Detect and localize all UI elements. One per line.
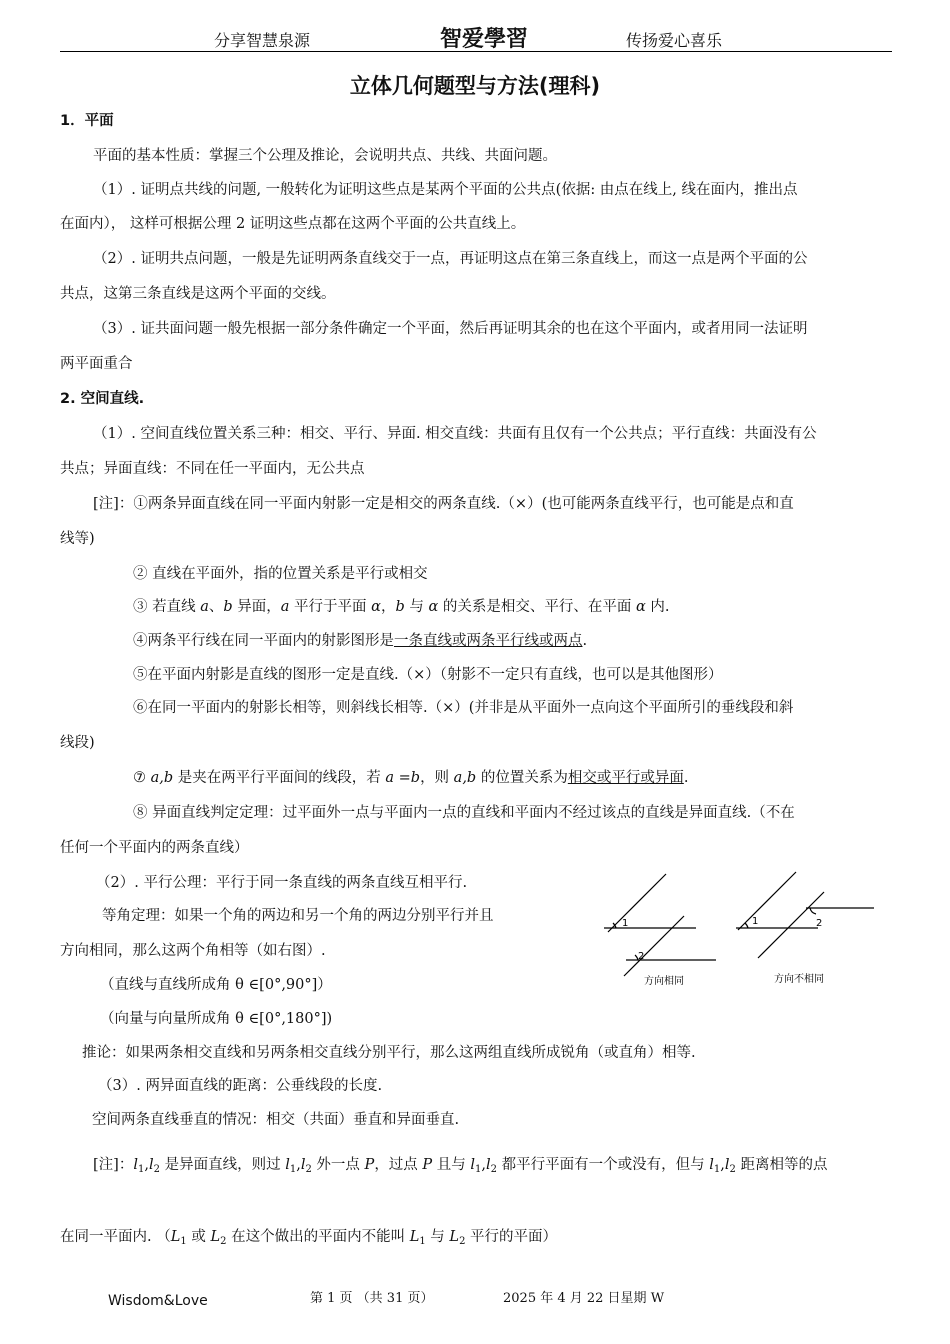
paragraph: 两平面重合 (60, 356, 133, 372)
paragraph: 平面的基本性质：掌握三个公理及推论，会说明共点、共线、共面问题。 (93, 148, 557, 164)
note-paragraph: 线等) (60, 531, 95, 547)
angle-arc (745, 923, 748, 928)
footer-brand: Wisdom&Love (108, 1293, 208, 1309)
header-right-slogan: 传扬爱心喜乐 (626, 31, 723, 50)
header-left-slogan: 分享智慧泉源 (214, 31, 311, 50)
note-paragraph: [注]：$l_1,l_2$ 是异面直线，则过 $l_1,l_2$ 外一点 P，过点 P 且与 $l_1,l_2$ 都平行平面有一个或没有，但与 $l_1,l_2$ 距离相等的点 (93, 1157, 828, 1175)
note-item: ⑦ a,b 是夹在两平行平面间的线段，若 a =b，则 a,b 的位置关系为相交或平行或异面. (133, 770, 689, 786)
angle-label-1: 1 (752, 916, 759, 927)
paragraph: 共点，这第三条直线是这两个平面的交线。 (60, 286, 336, 302)
figure-line (608, 874, 666, 932)
page-title: 立体几何题型与方法(理科) (349, 74, 601, 98)
paragraph: 共点；异面直线：不同在任一平面内，无公共点 (60, 461, 365, 477)
note-item: 线段) (60, 735, 95, 751)
note-item: ④两条平行线在同一平面内的射影图形是一条直线或两条平行线或两点. (133, 633, 588, 649)
paragraph: （2）. 平行公理：平行于同一条直线的两条直线互相平行. (96, 875, 468, 891)
footer-page-number: 第 1 页 （共 31 页） (310, 1291, 434, 1306)
paragraph: 方向相同，那么这两个角相等（如右图）. (60, 943, 326, 959)
angle-label-1: 1 (622, 918, 629, 929)
note-item: ⑥在同一平面内的射影长相等，则斜线长相等.（×）(并非是从平面外一点向这个平面所引的垂线段和斜 (133, 700, 794, 716)
figure-line (758, 892, 824, 958)
paragraph: （3）. 两异面直线的距离：公垂线段的长度. (98, 1078, 383, 1094)
paragraph: （2）. 证明共点问题，一般是先证明两条直线交于一点，再证明这点在第三条直线上，而这一点是两个平面的公 (93, 251, 808, 267)
note-paragraph: [注]：①两条异面直线在同一平面内射影一定是相交的两条直线.（×）(也可能两条直线平行，也可能是点和直 (93, 496, 794, 512)
angle-range-line: （直线与直线所成角 θ ∈[0°,90°]） (100, 977, 332, 993)
section-heading-plane: 1．平面 (60, 113, 114, 129)
angle-arc (810, 908, 816, 914)
figure-caption-same-direction: 方向相同 (644, 976, 684, 987)
angle-label-2: 2 (638, 951, 645, 962)
paragraph: 空间两条直线垂直的情况：相交（共面）垂直和异面垂直. (92, 1112, 460, 1128)
paragraph: （1）. 空间直线位置关系三种：相交、平行、异面. 相交直线：共面有且仅有一个公共点；平行直线：共面没有公 (93, 426, 817, 442)
figure-line (624, 916, 684, 976)
paragraph: 等角定理：如果一个角的两边和另一个角的两边分别平行并且 (102, 908, 494, 924)
header-brand: 智爱學習 (440, 27, 529, 52)
paragraph: （3）. 证共面问题一般先根据一部分条件确定一个平面，然后再证明其余的也在这个平面内，或者用同一法证明 (93, 321, 808, 337)
header-rule (60, 51, 892, 52)
figure-caption-different-direction: 方向不相同 (774, 974, 824, 985)
footer-date: 2025 年 4 月 22 日星期 W (503, 1291, 665, 1306)
note-item: ⑤在平面内射影是直线的图形一定是直线.（×）（射影不一定只有直线，也可以是其他图形） (133, 667, 723, 683)
paragraph: （1）. 证明点共线的问题, 一般转化为证明这些点是某两个平面的公共点(依据: 由点在线上, 线在面内，推出点 (93, 182, 798, 198)
note-item: ③ 若直线 a、b 异面，a 平行于平面 α，b 与 α 的关系是相交、平行、在平面 α 内. (133, 599, 670, 615)
note-paragraph: 在同一平面内. （$L_1$ 或 $L_2$ 在这个做出的平面内不能叫 $L_1$ 与 $L_2$ 平行的平面） (60, 1229, 558, 1247)
equal-angles-figure (596, 866, 886, 996)
paragraph: 在面内）， 这样可根据公理 2 证明这些点都在这两个平面的公共直线上。 (60, 216, 526, 232)
section-heading-lines: 2. 空间直线. (60, 391, 145, 407)
angle-label-2: 2 (816, 918, 823, 929)
note-item: ② 直线在平面外，指的位置关系是平行或相交 (133, 566, 428, 582)
note-item: ⑧ 异面直线判定定理：过平面外一点与平面内一点的直线和平面内不经过该点的直线是异面直线.（不在 (133, 805, 795, 821)
angle-range-vector: （向量与向量所成角 θ ∈[0°,180°]) (100, 1011, 333, 1027)
figure-line (738, 872, 796, 930)
note-item: 任何一个平面内的两条直线） (60, 840, 249, 856)
corollary-paragraph: 推论：如果两条相交直线和另两条相交直线分别平行，那么这两组直线所成锐角（或直角）相等. (82, 1045, 696, 1061)
